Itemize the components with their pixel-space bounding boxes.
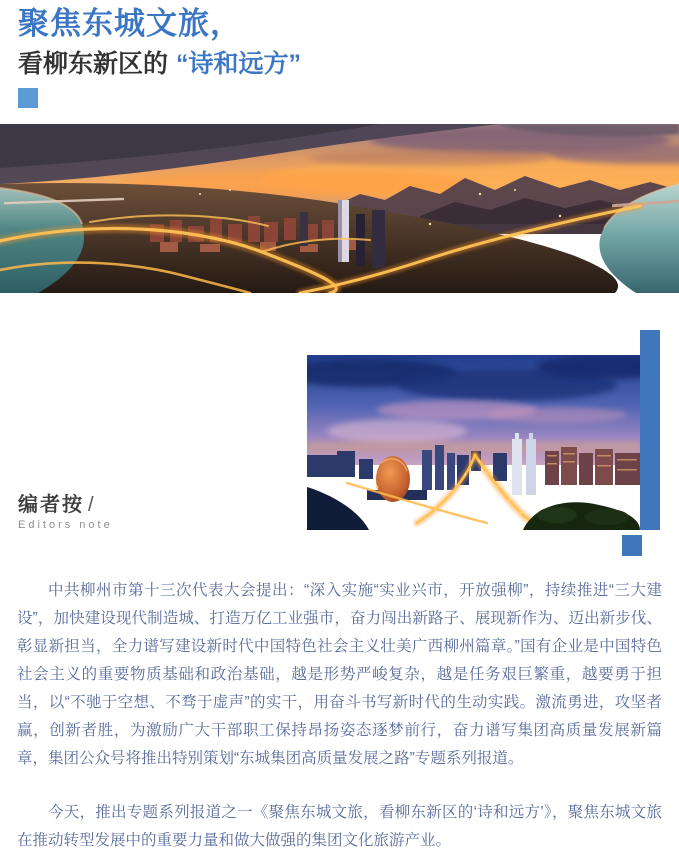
- article-paragraph-1: 中共柳州市第十三次代表大会提出：“深入实施“实业兴市，开放强柳”，持续推进“三大建设”，加快建设现代制造城、打造万亿工业强市，奋力闯出新路子、展现新作为、迈出新步伐、彰显新担当，全力谱写建设新时代中国特色社会主义壮美广西柳州篇章。”国有企业是中国特色社会主义的重要物质基础和政治基础，越是形势严峻复杂，越是任务艰巨繁重，越要勇于担当，以“不驰于空想、不骛于虚声”的实干，用奋斗书写新时代的生动实践。激流勇进，攻坚者赢，创新者胜，为激励广大干部职工保持昂扬姿态逐梦前行，奋力谱写集团高质量发展新篇章，集团公众号将推出特别策划“东城集团高质量发展之路”专题系列报道。: [17, 582, 662, 767]
- inset-photo: [307, 355, 640, 530]
- blue-bar-decor: [640, 330, 660, 530]
- editor-note-heading: 编者按: [18, 494, 84, 516]
- twin-tower-right: [526, 439, 536, 495]
- twin-tower-left: [512, 439, 522, 495]
- article-paragraph-2: 今天，推出专题系列报道之一《聚焦东城文旅，看柳东新区的‘诗和远方’》，聚焦东城文旅在推动转型发展中的重要力量和做大做强的集团文化旅游产业。: [17, 804, 662, 849]
- hero-photo: [0, 124, 679, 293]
- page-title-line1: 聚焦东城文旅，: [18, 6, 242, 41]
- blue-square-decor-bottom: [622, 535, 642, 556]
- blue-square-decor-top: [18, 88, 38, 108]
- page-title-line2: [18, 49, 301, 79]
- inset-photo-art: [307, 355, 640, 530]
- article-body: [17, 577, 662, 855]
- editor-note-slash: /: [88, 494, 96, 516]
- editor-note-subheading: Editors note: [18, 519, 113, 531]
- hero-photo-art: [0, 124, 679, 293]
- title-line2-highlight: “诗和远方”: [176, 50, 302, 78]
- editor-note: [18, 492, 113, 531]
- title-line2-prefix: 看柳东新区的: [18, 50, 169, 78]
- night-water: [307, 487, 369, 530]
